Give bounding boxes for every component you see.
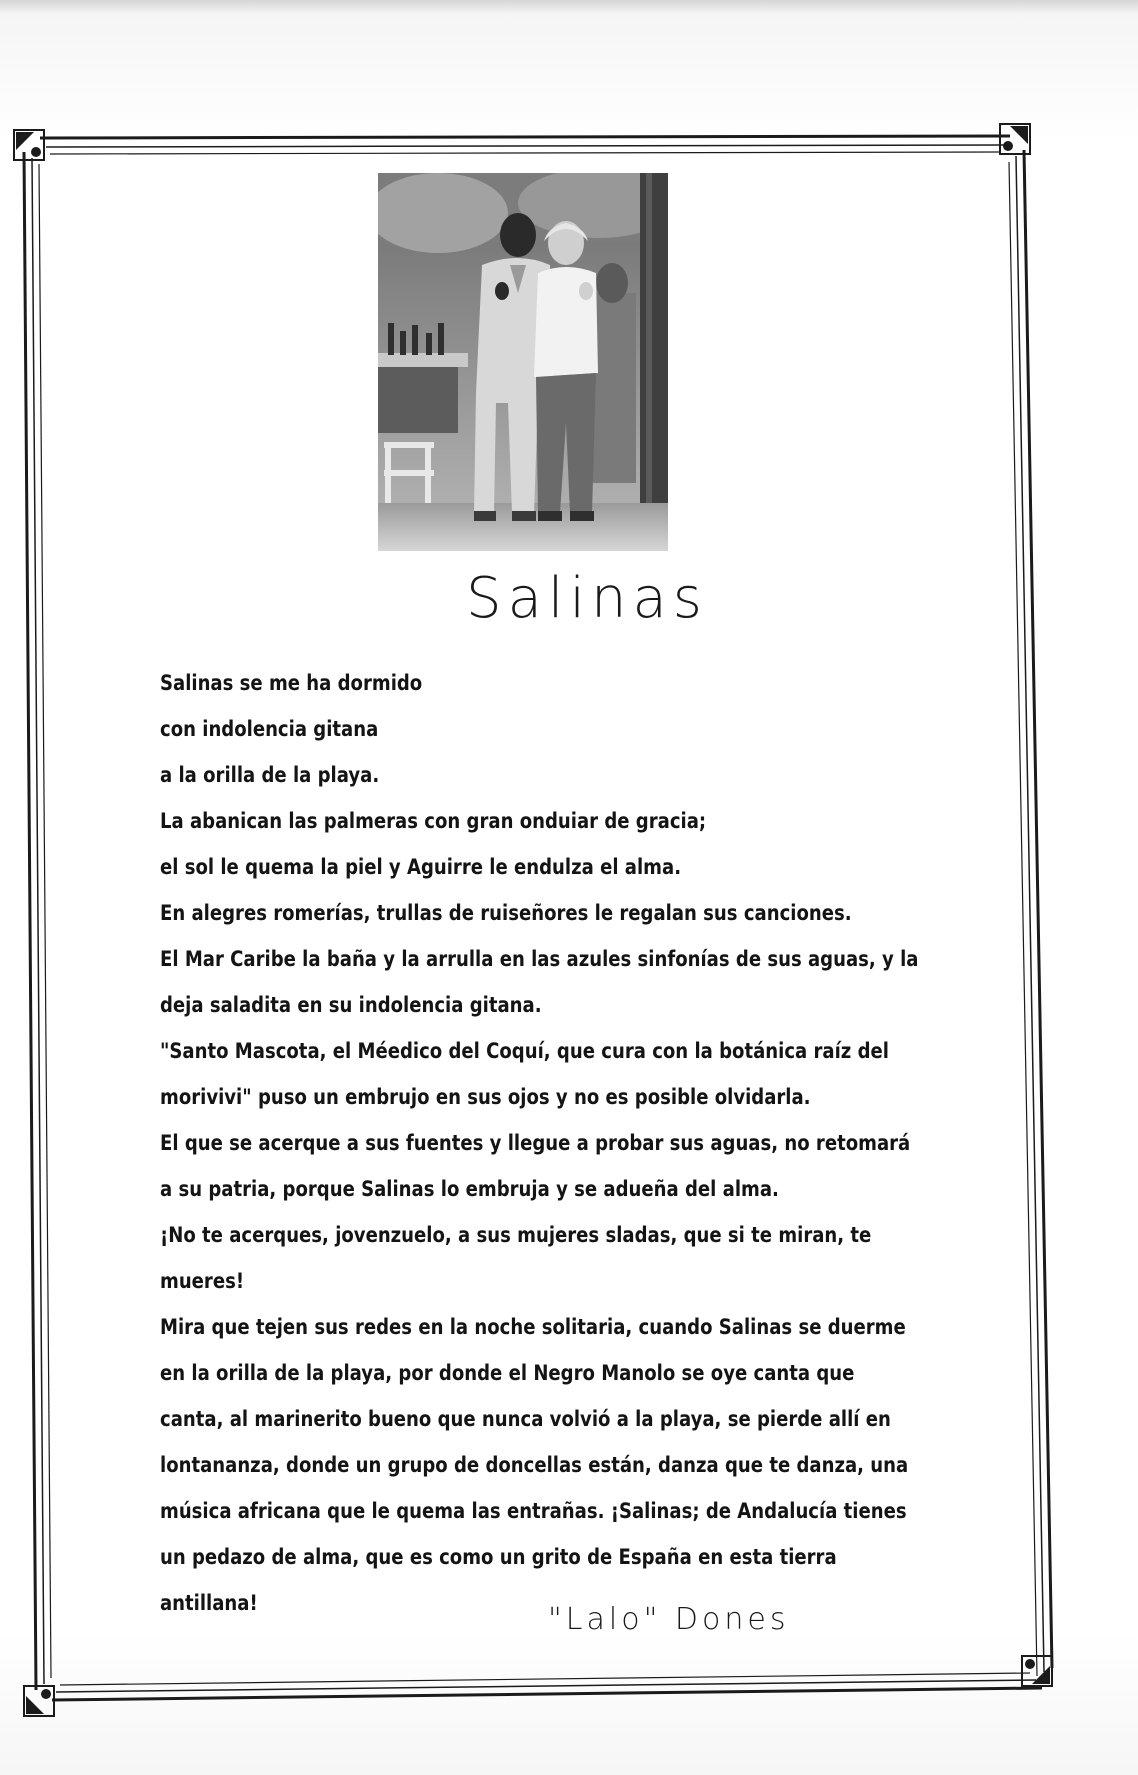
poem-line: "Santo Mascota, el Méedico del Coquí, que cura con la botánica raíz del <box>160 1039 889 1063</box>
corner-ornament-bottom-left <box>24 1686 54 1716</box>
poem-line: antillana! <box>160 1591 258 1615</box>
poem-line: Salinas se me ha dormido <box>160 671 423 695</box>
poem-line: mueres! <box>160 1269 245 1293</box>
poem-body <box>160 660 919 1626</box>
poem-line: morivivi" puso un embrujo en sus ojos y no es posible olvidarla. <box>160 1085 811 1109</box>
poem-line: lontananza, donde un grupo de doncellas están, danza que te danza, una <box>160 1453 909 1477</box>
author-signature: "Lalo" Dones <box>548 1602 790 1637</box>
poem-line: en la orilla de la playa, por donde el Negro Manolo se oye canta que <box>160 1361 855 1385</box>
photograph-two-men-standing <box>378 173 668 551</box>
corner-ornament-top-left <box>14 130 44 160</box>
poem-line: deja saladita en su indolencia gitana. <box>160 993 542 1017</box>
poem-line: El Mar Caribe la baña y la arrulla en las azules sinfonías de sus aguas, y la <box>160 947 919 971</box>
poem-line: canta, al marinerito bueno que nunca volvió a la playa, se pierde allí en <box>160 1407 891 1431</box>
page-title: Salinas <box>466 566 708 631</box>
poem-line: a la orilla de la playa. <box>160 763 380 787</box>
poem-line: con indolencia gitana <box>160 717 379 741</box>
corner-ornament-top-right <box>1000 124 1030 154</box>
poem-line: La abanican las palmeras con gran onduiar de gracia; <box>160 809 707 833</box>
poem-line: En alegres romerías, trullas de ruiseñores le regalan sus canciones. <box>160 901 852 925</box>
poem-line: Mira que tejen sus redes en la noche solitaria, cuando Salinas se duerme <box>160 1315 906 1339</box>
poem-line: música africana que le quema las entrañas. ¡Salinas; de Andalucía tienes <box>160 1499 907 1523</box>
poem-line: El que se acerque a sus fuentes y llegue a probar sus aguas, no retomará <box>160 1131 911 1155</box>
poem-line: ¡No te acerques, jovenzuelo, a sus mujeres sladas, que si te miran, te <box>160 1223 872 1247</box>
poem-line: un pedazo de alma, que es como un grito de España en esta tierra <box>160 1545 837 1569</box>
poem-line: el sol le quema la piel y Aguirre le endulza el alma. <box>160 855 682 879</box>
poem-line: a su patria, porque Salinas lo embruja y se adueña del alma. <box>160 1177 779 1201</box>
